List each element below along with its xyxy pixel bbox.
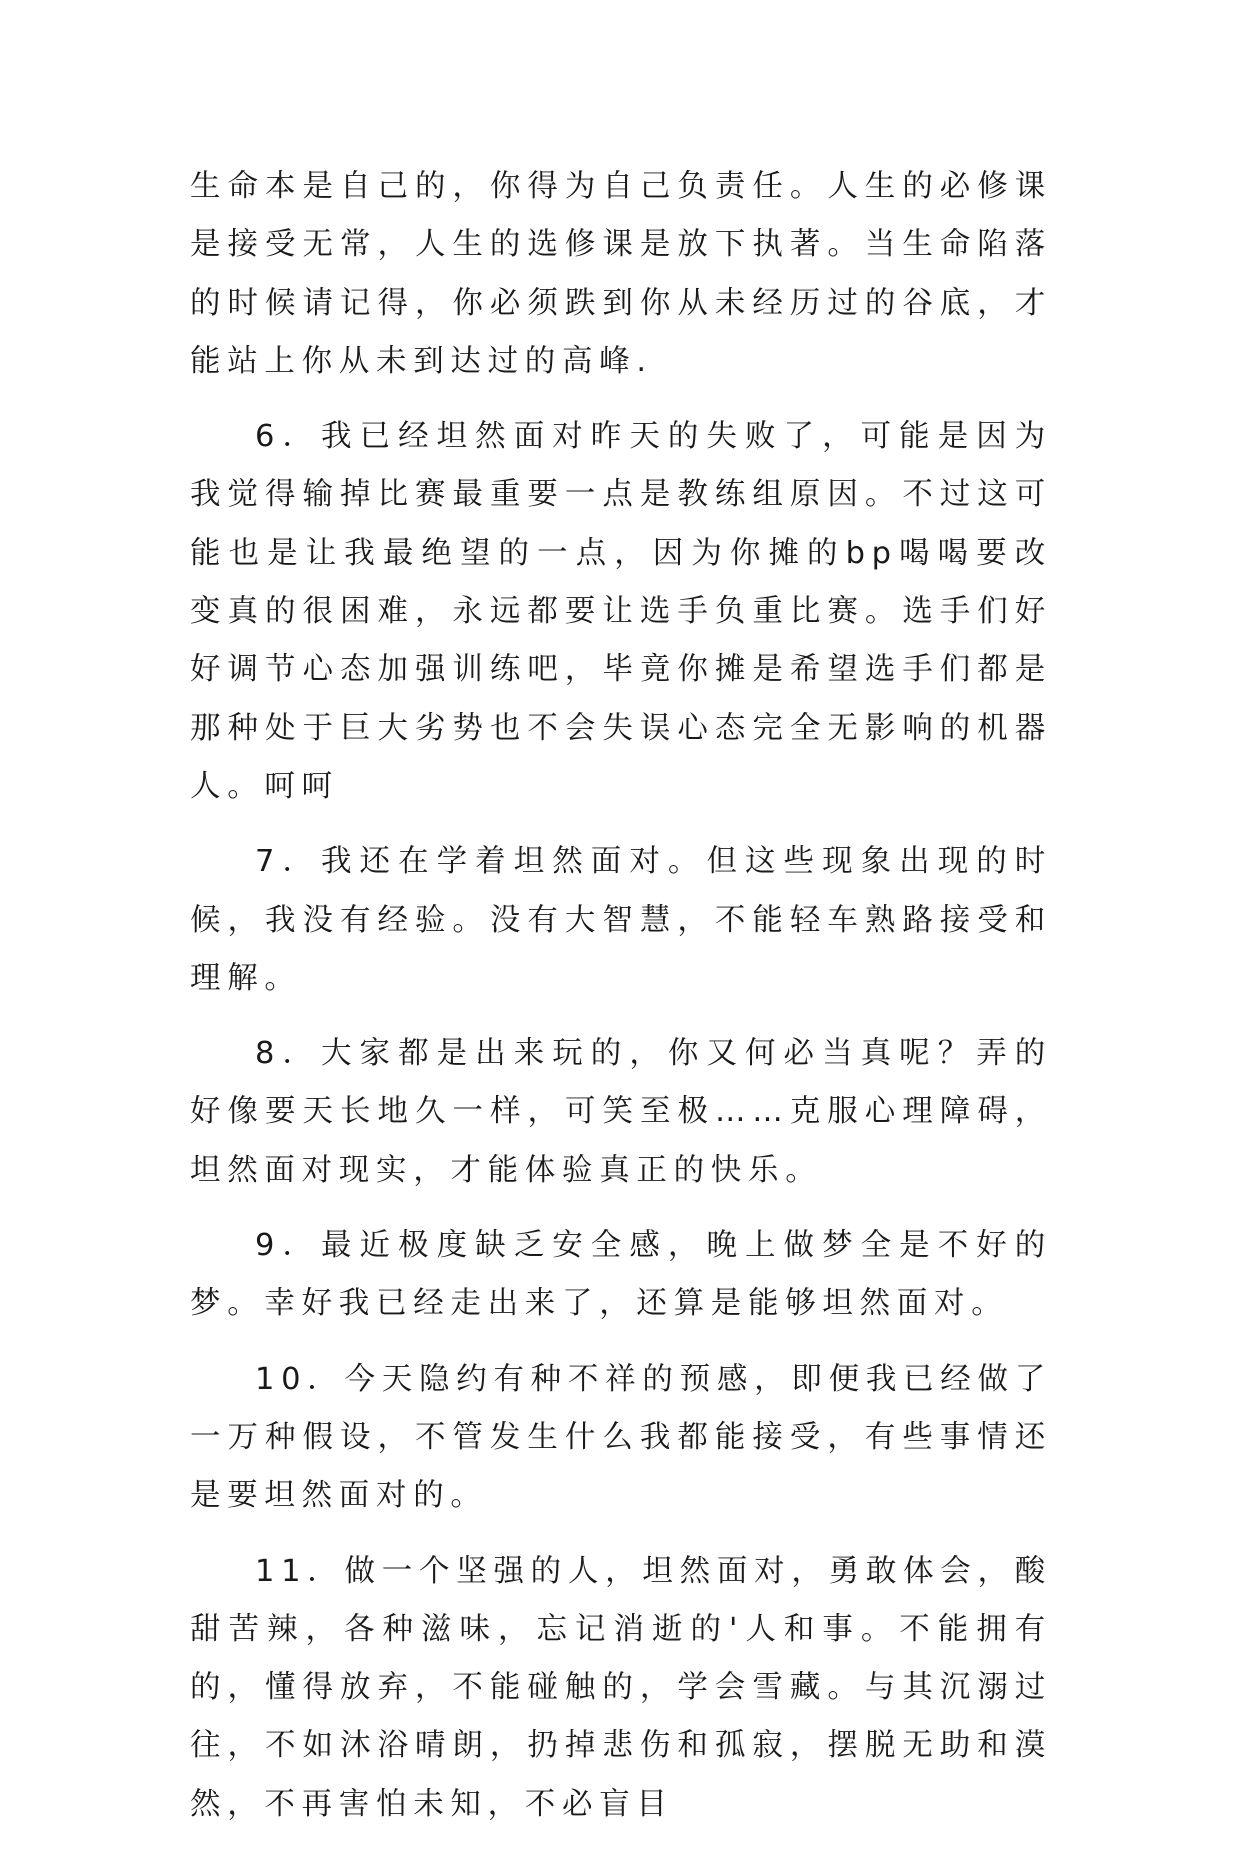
paragraph-item-9: 9．最近极度缺乏安全感，晚上做梦全是不好的梦。幸好我已经走出来了，还算是能够坦然面对。 — [190, 1228, 1052, 1322]
paragraph-item-8: 8．大家都是出来玩的，你又何必当真呢？弄的好像要天长地久一样，可笑至极……克服心理障碍，坦然面对现实，才能体验真正的快乐。 — [190, 1036, 1052, 1188]
paragraph-item-11: 11．做一个坚强的人，坦然面对，勇敢体会，酸甜苦辣，各种滋味，忘记消逝的'人和事。不能拥有的，懂得放弃，不能碰触的，学会雪藏。与其沉溺过往，不如沐浴晴朗，扔掉悲伤和孤寂，摆脱无助和漠然，不再害怕未知，不必盲目 — [190, 1553, 1052, 1822]
paragraph-item-6: 6．我已经坦然面对昨天的失败了，可能是因为我觉得输掉比赛最重要一点是教练组原因。不过这可能也是让我最绝望的一点，因为你摊的bp喝喝要改变真的很困难，永远都要让选手负重比赛。选手们好好调节心态加强训练吧，毕竟你摊是希望选手们都是那种处于巨大劣势也不会失误心态完全无影响的机器人。呵呵 — [190, 419, 1052, 804]
paragraph-item-7: 7．我还在学着坦然面对。但这些现象出现的时候，我没有经验。没有大智慧，不能轻车熟路接受和理解。 — [190, 844, 1052, 996]
paragraph-continuation: 生命本是自己的，你得为自己负责任。人生的必修课是接受无常，人生的选修课是放下执著。当生命陷落的时候请记得，你必须跌到你从未经历过的谷底，才能站上你从未到达过的高峰. — [190, 169, 1052, 379]
document-body — [190, 158, 1052, 1851]
paragraph-item-10: 10．今天隐约有种不祥的预感，即便我已经做了一万种假设，不管发生什么我都能接受，有些事情还是要坦然面对的。 — [190, 1361, 1052, 1514]
